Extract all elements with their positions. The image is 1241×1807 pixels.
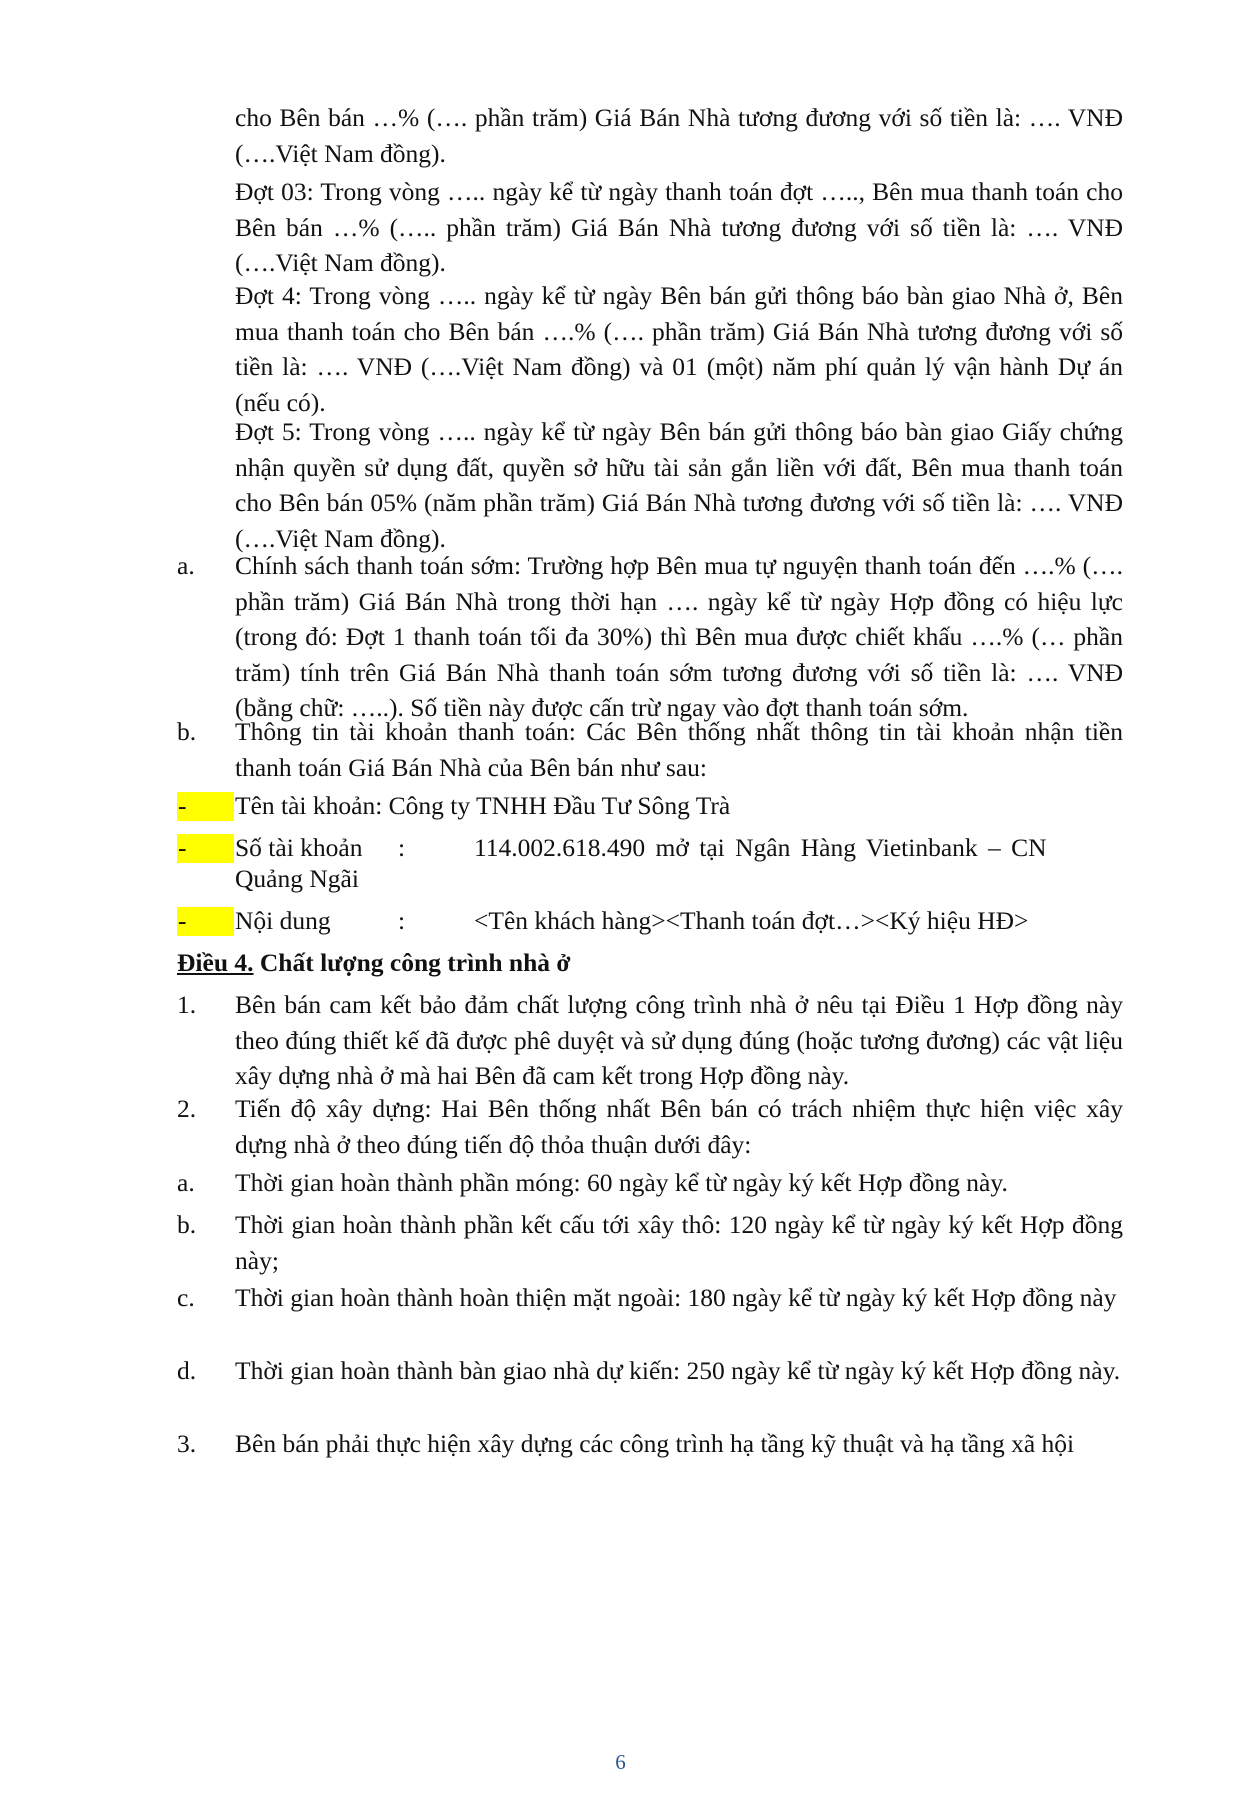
highlighted-dash: - (177, 834, 234, 863)
account-number-colon: : (398, 833, 406, 862)
article-4-title: Chất lượng công trình nhà ở (253, 948, 571, 977)
item-marker: 3. (177, 1429, 197, 1458)
account-bank-branch: Quảng Ngãi (235, 864, 359, 893)
item-text: Thời gian hoàn thành phần móng: 60 ngày kể từ ngày ký kết Hợp đồng này. (235, 1168, 1008, 1197)
installment-2-continuation: cho Bên bán …% (…. phần trăm) Giá Bán Nhà tương đương với số tiền là: …. VNĐ (….Việt Nam đồng). (235, 103, 1123, 168)
item-text: Bên bán cam kết bảo đảm chất lượng công trình nhà ở nêu tại Điều 1 Hợp đồng này theo đúng thiết kế đã được phê duyệt và sử dụng đúng (hoặc tương đương) các vật liệu xây dựng nhà ở mà hai Bên đã cam kết trong Hợp đồng này. (235, 990, 1123, 1090)
account-number-value: 114.002.618.490 mở tại Ngân Hàng Vietinbank – CN (474, 833, 1047, 862)
item-marker: a. (177, 551, 195, 580)
page-number: 6 (615, 1750, 626, 1774)
item-text: Thời gian hoàn thành bàn giao nhà dự kiến: 250 ngày kể từ ngày ký kết Hợp đồng này. (235, 1356, 1121, 1385)
transfer-content-colon: : (398, 906, 406, 935)
article-4-label: Điều 4. (177, 948, 254, 977)
account-name-text: Tên tài khoản: Công ty TNHH Đầu Tư Sông Trà (235, 791, 731, 820)
installment-5-paragraph: Đợt 5: Trong vòng ….. ngày kể từ ngày Bên bán gửi thông báo bàn giao Giấy chứng nhận quyền sử dụng đất, quyền sở hữu tài sản gắn liền với đất, Bên mua thanh toán cho Bên bán 05% (năm phần trăm) Giá Bán Nhà tương đương với số tiền là: …. VNĐ (….Việt Nam đồng). (235, 417, 1123, 553)
item-text: Thời gian hoàn thành hoàn thiện mặt ngoài: 180 ngày kể từ ngày ký kết Hợp đồng này (235, 1283, 1117, 1312)
item-marker: d. (177, 1356, 197, 1385)
installment-3-paragraph: Đợt 03: Trong vòng ….. ngày kể từ ngày thanh toán đợt ….., Bên mua thanh toán cho Bên bán …% (….. phần trăm) Giá Bán Nhà tương đương với số tiền là: …. VNĐ (….Việt Nam đồng). (235, 177, 1123, 277)
item-marker: b. (177, 1210, 197, 1239)
item-text: Thông tin tài khoản thanh toán: Các Bên thống nhất thông tin tài khoản nhận tiền thanh toán Giá Bán Nhà của Bên bán như sau: (235, 717, 1123, 782)
transfer-content-value: <Tên khách hàng><Thanh toán đợt…><Ký hiệu HĐ> (474, 906, 1029, 935)
highlighted-dash: - (177, 907, 234, 936)
transfer-content-label: Nội dung (235, 906, 331, 935)
item-marker: 1. (177, 990, 197, 1019)
item-text: Thời gian hoàn thành phần kết cấu tới xây thô: 120 ngày kể từ ngày ký kết Hợp đồng này; (235, 1210, 1123, 1275)
highlighted-dash: - (177, 792, 234, 821)
item-marker: c. (177, 1283, 195, 1312)
item-marker: a. (177, 1168, 195, 1197)
installment-4-paragraph: Đợt 4: Trong vòng ….. ngày kể từ ngày Bên bán gửi thông báo bàn giao Nhà ở, Bên mua thanh toán cho Bên bán ….% (…. phần trăm) Giá Bán Nhà tương đương với số tiền là: …. VNĐ (….Việt Nam đồng) và 01 (một) năm phí quản lý vận hành Dự án (nếu có). (235, 281, 1123, 417)
item-text: Tiến độ xây dựng: Hai Bên thống nhất Bên bán có trách nhiệm thực hiện việc xây dựng nhà ở theo đúng tiến độ thỏa thuận dưới đây: (235, 1094, 1123, 1159)
item-text: Bên bán phải thực hiện xây dựng các công trình hạ tầng kỹ thuật và hạ tầng xã hội (235, 1429, 1075, 1458)
account-number-label: Số tài khoản (235, 833, 363, 862)
article-4-heading (177, 945, 571, 981)
item-text: Chính sách thanh toán sớm: Trường hợp Bên mua tự nguyện thanh toán đến ….% (…. phần trăm) Giá Bán Nhà trong thời hạn …. ngày kể từ ngày Hợp đồng có hiệu lực (trong đó: Đợt 1 thanh toán tối đa 30%) thì Bên mua được chiết khấu ….% (… phần trăm) tính trên Giá Bán Nhà thanh toán sớm tương đương với số tiền là: …. VNĐ (bằng chữ: …..). Số tiền này được cấn trừ ngay vào đợt thanh toán sớm. (235, 551, 1123, 722)
item-marker: 2. (177, 1094, 197, 1123)
item-marker: b. (177, 717, 197, 746)
